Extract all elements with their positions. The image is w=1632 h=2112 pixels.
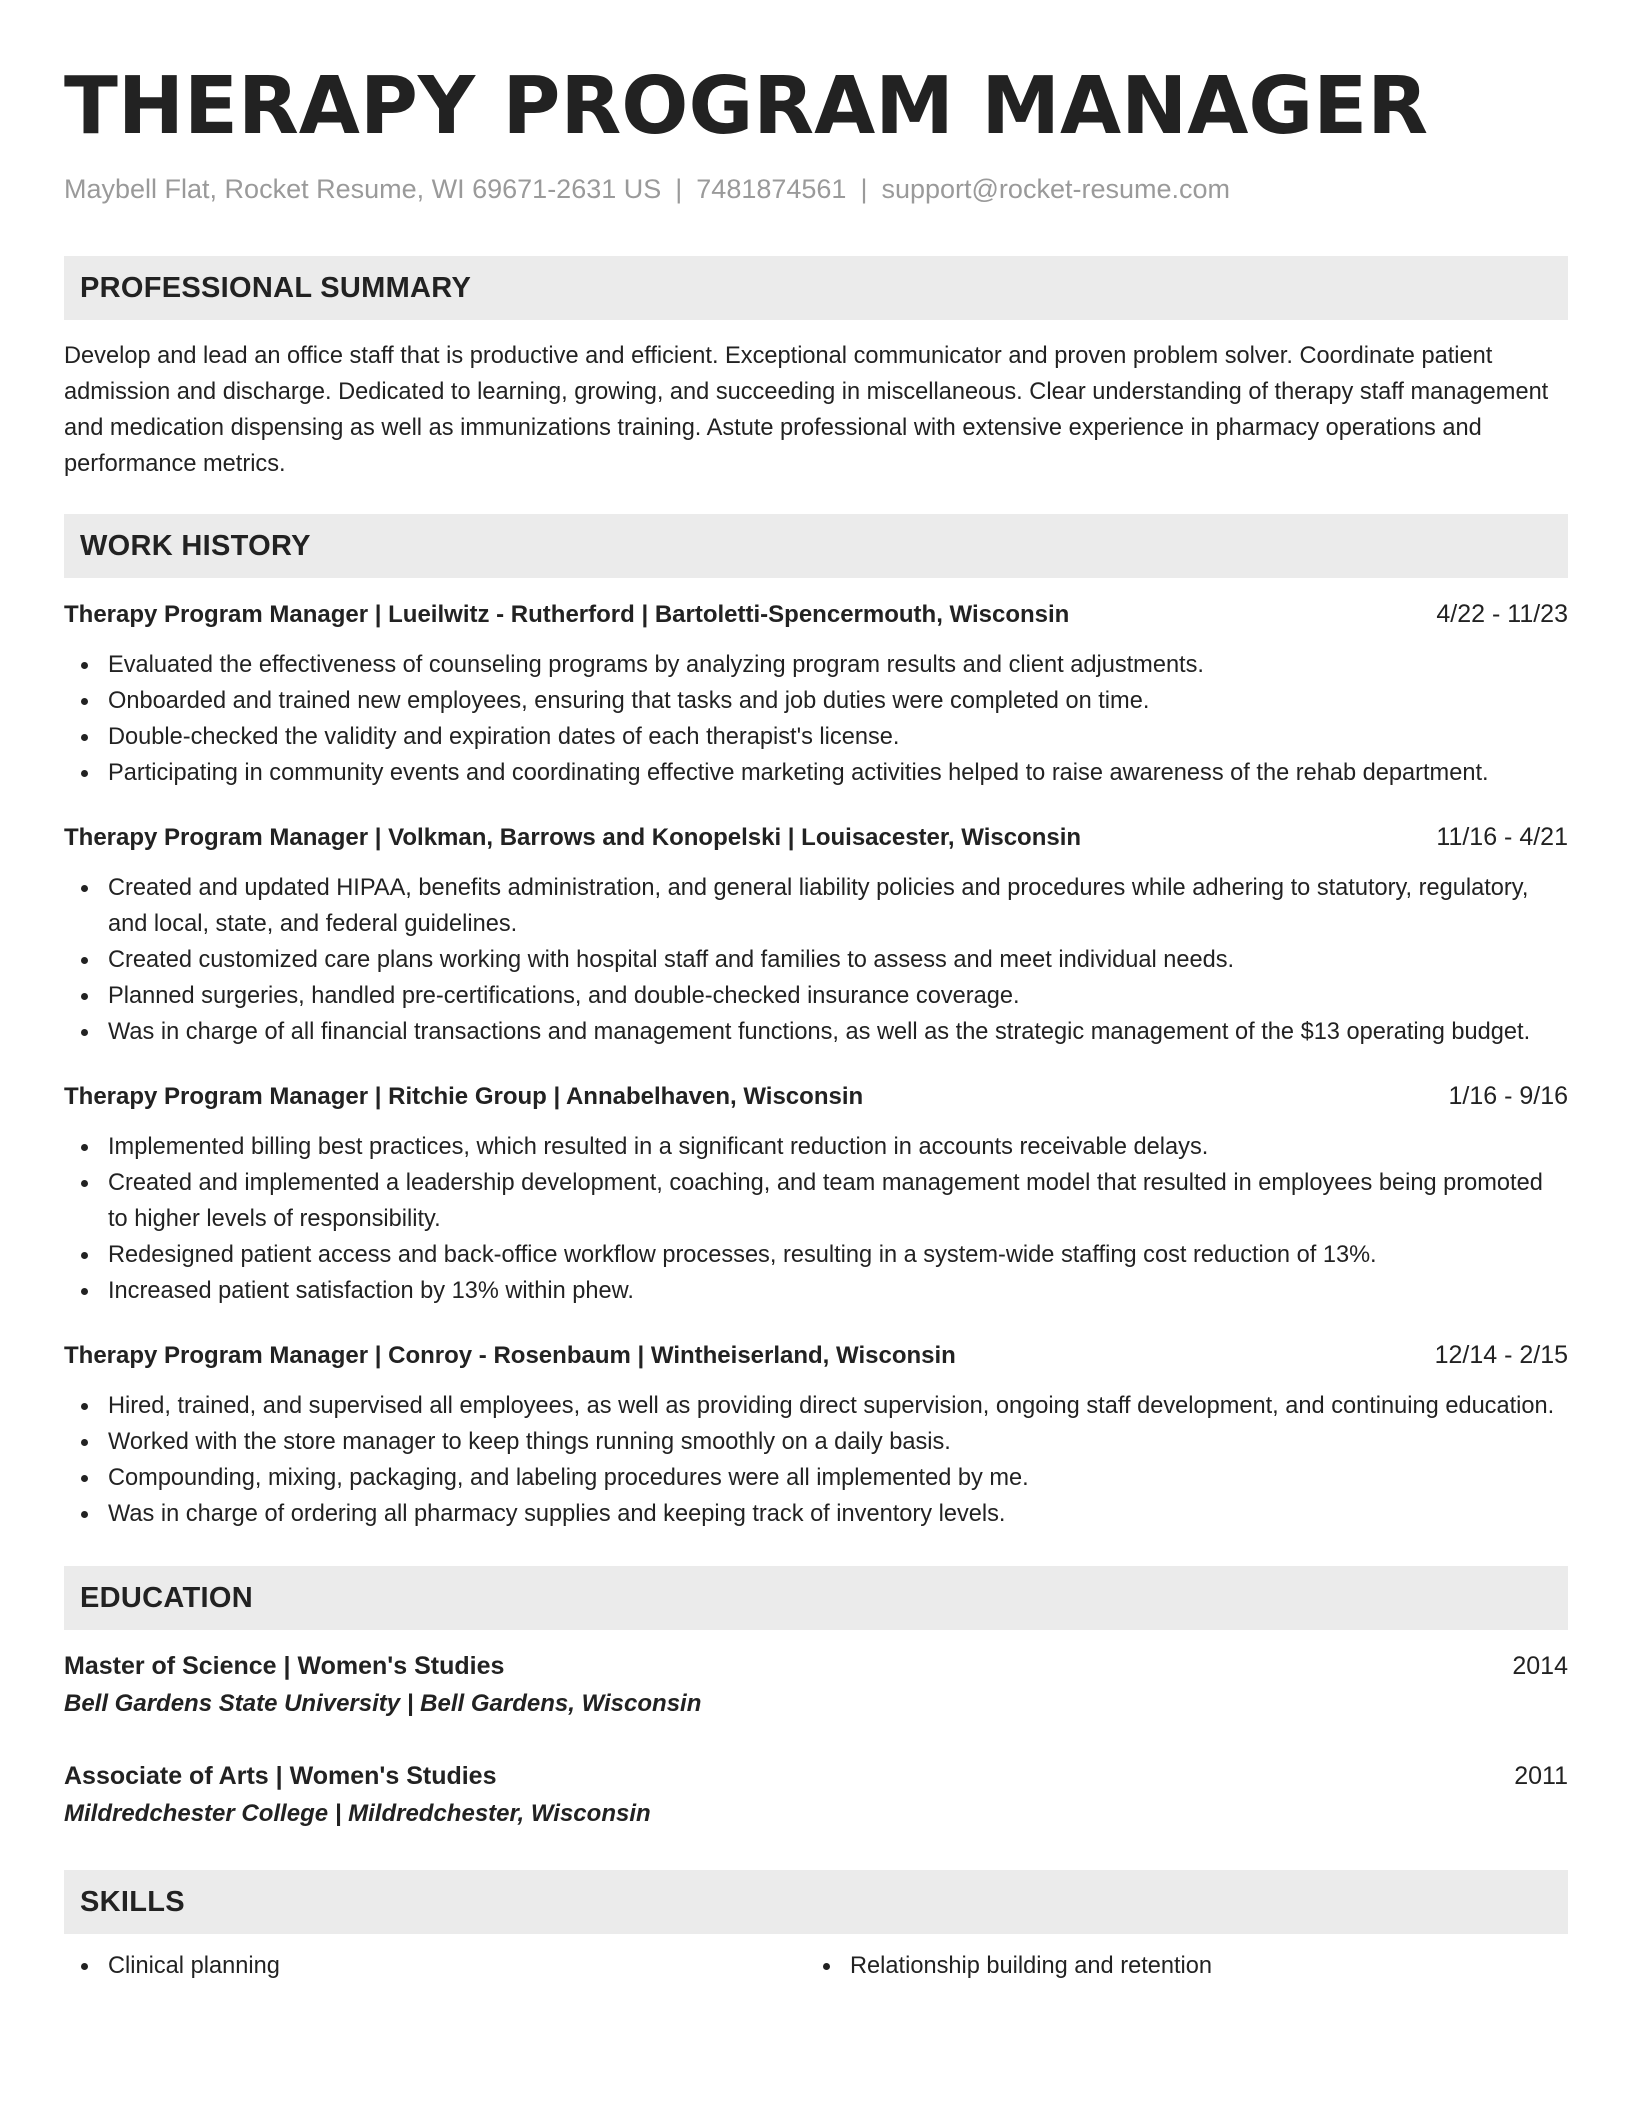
job-bullet: Created customized care plans working with hospital staff and families to assess and meet individual needs. [64,942,1568,978]
job-title: Therapy Program Manager | Conroy - Rosenbaum | Wintheiserland, Wisconsin [64,1342,956,1369]
contact-separator: | [860,174,868,204]
contact-separator: | [675,174,683,204]
education-entry [64,1648,1568,1724]
job-bullet: Onboarded and trained new employees, ensuring that tasks and job duties were completed on time. [64,683,1568,719]
contact-line [64,172,1568,206]
skills-column-right [806,1948,1548,1984]
job-bullet: Created and implemented a leadership development, coaching, and team management model that resulted in employees being promoted to higher levels of responsibility. [64,1165,1568,1237]
resume-title: THERAPY PROGRAM MANAGER [64,60,1429,152]
education-row [64,1758,1568,1794]
job-bullet: Was in charge of all financial transactions and management functions, as well as the strategic management of the $13 operating budget. [64,1014,1568,1050]
job-title-row [64,1078,1568,1115]
skills-column-left [64,1948,806,1984]
job-bullet: Was in charge of ordering all pharmacy supplies and keeping track of inventory levels. [64,1496,1568,1532]
education-degree: Associate of Arts | Women's Studies [64,1762,497,1790]
job-title-row [64,819,1568,856]
education-year: 2011 [1514,1762,1568,1790]
job-bullet: Planned surgeries, handled pre-certifications, and double-checked insurance coverage. [64,978,1568,1014]
job-bullet: Worked with the store manager to keep things running smoothly on a daily basis. [64,1424,1568,1460]
job-dates: 12/14 - 2/15 [1434,1341,1568,1369]
job-title: Therapy Program Manager | Volkman, Barrows and Konopelski | Louisacester, Wisconsin [64,824,1082,851]
education-degree: Master of Science | Women's Studies [64,1652,505,1680]
job-entry [64,1078,1568,1309]
resume-page [64,0,1568,1984]
section-header-summary: PROFESSIONAL SUMMARY [64,256,1568,320]
job-entry [64,819,1568,1050]
education-entry [64,1758,1568,1834]
education-year: 2014 [1512,1652,1568,1680]
job-bullets [64,1129,1568,1309]
job-dates: 4/22 - 11/23 [1436,600,1568,628]
job-bullet: Participating in community events and coordinating effective marketing activities helped to raise awareness of the rehab department. [64,755,1568,791]
job-entry [64,1337,1568,1532]
job-dates: 11/16 - 4/21 [1436,823,1568,851]
section-header-work-history: WORK HISTORY [64,514,1568,578]
contact-phone: 7481874561 [696,174,847,204]
job-title: Therapy Program Manager | Lueilwitz - Rutherford | Bartoletti-Spencermouth, Wisconsin [64,601,1070,628]
job-bullets [64,647,1568,791]
job-bullets [64,1388,1568,1532]
skills-grid [64,1948,1568,1984]
skill-item: Relationship building and retention [806,1948,1548,1984]
job-bullet: Double-checked the validity and expiration dates of each therapist's license. [64,719,1568,755]
job-bullets [64,870,1568,1050]
summary-text: Develop and lead an office staff that is productive and efficient. Exceptional communicator and proven problem solver. Coordinate patient admission and discharge. Dedicated to learning, growing, and succeeding in miscellaneous. Clear understanding of therapy staff management and medication dispensing as well as immunizations training. Astute professional with extensive experience in pharmacy operations and performance metrics. [64,343,1549,477]
contact-address: Maybell Flat, Rocket Resume, WI 69671-2631 US [64,174,662,204]
job-title: Therapy Program Manager | Ritchie Group | Annabelhaven, Wisconsin [64,1083,864,1110]
contact-email: support@rocket-resume.com [881,174,1230,204]
education-school: Bell Gardens State University | Bell Gardens, Wisconsin [64,1690,702,1717]
job-bullet: Evaluated the effectiveness of counseling programs by analyzing program results and client adjustments. [64,647,1568,683]
job-dates: 1/16 - 9/16 [1448,1082,1568,1110]
job-entry [64,596,1568,791]
job-bullet: Increased patient satisfaction by 13% within phew. [64,1273,1568,1309]
job-bullet: Redesigned patient access and back-office workflow processes, resulting in a system-wide staffing cost reduction of 13%. [64,1237,1568,1273]
skill-item: Clinical planning [64,1948,806,1984]
section-header-skills: SKILLS [64,1870,1568,1934]
education-row [64,1648,1568,1684]
section-header-education: EDUCATION [64,1566,1568,1630]
job-bullet: Created and updated HIPAA, benefits administration, and general liability policies and procedures while adhering to statutory, regulatory, and local, state, and federal guidelines. [64,870,1568,942]
job-title-row [64,596,1568,633]
education-school: Mildredchester College | Mildredchester, Wisconsin [64,1800,651,1827]
job-bullet: Hired, trained, and supervised all employees, as well as providing direct supervision, ongoing staff development, and continuing education. [64,1388,1568,1424]
job-title-row [64,1337,1568,1374]
job-bullet: Compounding, mixing, packaging, and labeling procedures were all implemented by me. [64,1460,1568,1496]
job-bullet: Implemented billing best practices, which resulted in a significant reduction in accounts receivable delays. [64,1129,1568,1165]
